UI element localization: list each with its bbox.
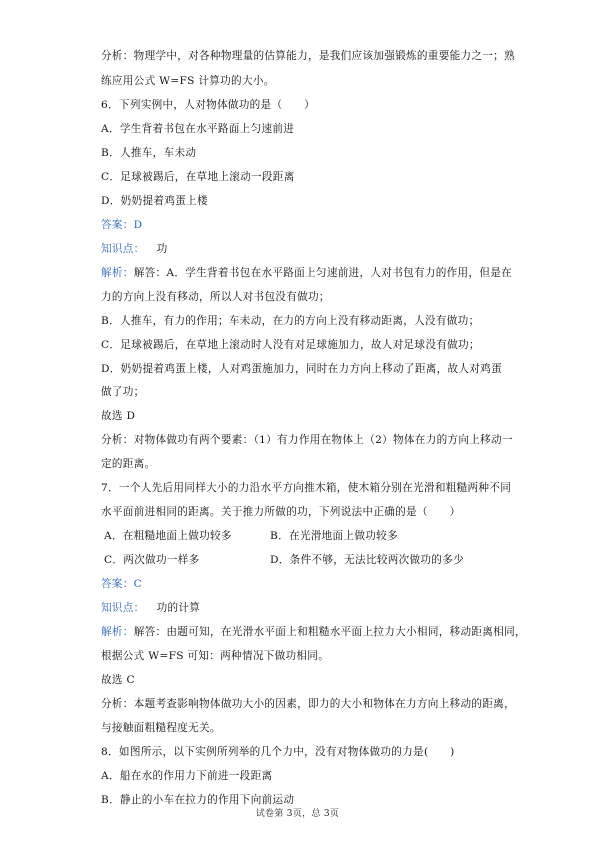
question-7-stem-line: 7．一个人先后用同样大小的力沿水平方向推木箱，使木箱分别在光滑和粗糙两种不同 bbox=[101, 482, 512, 494]
question-7-option-d: D．条件不够，无法比较两次做功的多少 bbox=[270, 554, 464, 566]
knowledge-point-label: 知识点： bbox=[101, 602, 145, 614]
question-7-options-row bbox=[104, 553, 504, 567]
question-6-analysis-line: C．足球被踢后，在草地上滚动时人没有对足球施加力，故人对足球没有做功； bbox=[101, 339, 480, 351]
question-8-option-b: B．静止的小车在拉力的作用下向前运动 bbox=[101, 794, 295, 806]
knowledge-point-value: 功的计算 bbox=[156, 602, 201, 614]
question-6-knowledge-point bbox=[101, 242, 167, 256]
question-6-analysis-line: 做了功； bbox=[101, 386, 145, 398]
knowledge-point-value: 功 bbox=[156, 243, 168, 255]
question-7-knowledge-point bbox=[101, 601, 200, 615]
question-7-summary-line: 分析：本题考查影响物体做功大小的因素，即力的大小和物体在力方向上移动的距离， bbox=[101, 698, 515, 710]
question-8-stem: 8．如图所示，以下实例所列举的几个力中，没有对物体做功的力是( ) bbox=[101, 746, 455, 758]
knowledge-point-label: 知识点： bbox=[101, 243, 145, 255]
question-7-option-a: A．在粗糙地面上做功较多 bbox=[104, 530, 232, 542]
question-6-analysis-line bbox=[101, 266, 512, 280]
question-6-conclusion: 故选 D bbox=[101, 410, 136, 422]
question-8-option-a: A．船在水的作用力下前进一段距离 bbox=[101, 770, 273, 782]
analysis-label: 解析： bbox=[101, 267, 134, 279]
question-7-option-b: B．在光滑地面上做功较多 bbox=[270, 530, 398, 542]
question-7-conclusion: 故选 C bbox=[101, 674, 135, 686]
question-6-option-d: D．奶奶提着鸡蛋上楼 bbox=[101, 195, 208, 207]
text-line: 分析：物理学中，对各种物理量的估算能力，是我们应该加强锻炼的重要能力之一；熟 bbox=[101, 50, 515, 62]
question-7-summary-line: 与接触面粗糙程度无关。 bbox=[101, 722, 221, 734]
question-7-answer: 答案：C bbox=[101, 578, 143, 590]
question-6-analysis-line: B．人推车，有力的作用；车未动，在力的方向上没有移动距离，人没有做功； bbox=[101, 315, 480, 327]
analysis-text: 解答：由题可知，在光滑水平面上和粗糙水平面上拉力大小相同，移动距离相同， bbox=[133, 626, 526, 638]
question-6-summary-line: 定的距离。 bbox=[101, 458, 156, 470]
text-line: 练应用公式 W=FS 计算功的大小。 bbox=[101, 75, 275, 87]
question-6-analysis-line: D．奶奶提着鸡蛋上楼，人对鸡蛋施加力，同时在力方向上移动了距离，故人对鸡蛋 bbox=[101, 363, 502, 375]
page-footer: 试卷第 3页，总 3页 bbox=[255, 809, 340, 819]
question-7-option-c: C．两次做功一样多 bbox=[104, 554, 200, 566]
question-6-stem: 6．下列实例中，人对物体做功的是（ ） bbox=[101, 99, 316, 111]
analysis-text: 解答：A．学生背着书包在水平路面上匀速前进，人对书包有力的作用，但是在 bbox=[133, 267, 513, 279]
question-7-stem-line: 水平面前进相同的距离。关于推力所做的功，下列说法中正确的是（ ） bbox=[101, 506, 461, 518]
question-6-option-a: A．学生背着书包在水平路面上匀速前进 bbox=[101, 123, 295, 135]
question-6-option-c: C．足球被踢后，在草地上滚动一段距离 bbox=[101, 171, 295, 183]
question-7-analysis-line: 根据公式 W=FS 可知：两种情况下做功相同。 bbox=[101, 650, 330, 662]
question-7-analysis-line bbox=[101, 625, 526, 639]
question-7-options-row bbox=[104, 529, 504, 543]
question-6-option-b: B．人推车，车未动 bbox=[101, 147, 197, 159]
question-6-analysis-line: 力的方向上没有移动，所以人对书包没有做功； bbox=[101, 291, 330, 303]
question-6-answer: 答案：D bbox=[101, 219, 143, 231]
question-6-summary-line: 分析：对物体做功有两个要素：（1）有力作用在物体上（2）物体在力的方向上移动一 bbox=[101, 434, 513, 446]
analysis-label: 解析： bbox=[101, 626, 134, 638]
